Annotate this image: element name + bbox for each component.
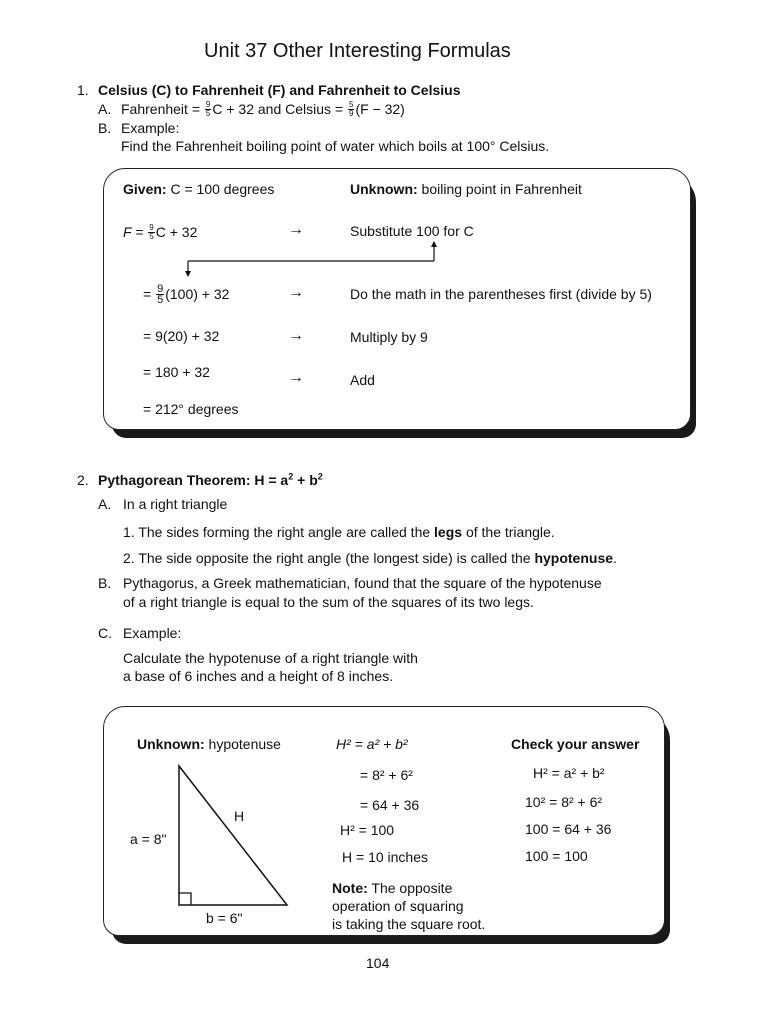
section2-number: 2. (77, 472, 89, 488)
box1-given (123, 181, 274, 198)
fraction-numerator: 9 (149, 222, 154, 232)
triangle-outline (179, 766, 287, 905)
page-number: 104 (366, 955, 390, 971)
arrow-icon: → (288, 284, 304, 301)
fraction-denominator: 9 (348, 108, 354, 118)
step-4: Add (350, 372, 375, 388)
text: . (613, 550, 617, 566)
section2-c-letter: C. (98, 625, 112, 641)
check-line-3: 100 = 64 + 36 (525, 821, 612, 837)
check-line-4: 100 = 100 (525, 848, 588, 864)
fraction-numerator: 5 (348, 99, 354, 109)
page-title: Unit 37 Other Interesting Formulas (204, 40, 511, 62)
section1-example: Find the Fahrenheit boiling point of water which boils at 100° Celsius. (121, 138, 550, 154)
section2-b-line2: of a right triangle is equal to the sum of the squares of its two legs. (123, 594, 534, 610)
formula-text-3: (F − 32) (355, 101, 405, 117)
equation-2 (143, 285, 229, 306)
heading-text: Pythagorean Theorem: H = a (98, 472, 289, 488)
section2-b-line1: Pythagorus, a Greek mathematician, found that the square of the hypotenuse (123, 575, 602, 591)
unknown-value: hypotenuse (204, 736, 281, 752)
arrow-icon: → (288, 221, 304, 238)
eq1-pre: F = (123, 224, 148, 240)
box2-unknown (137, 736, 281, 753)
section2-heading (98, 472, 323, 489)
eq2-pre: = (143, 286, 156, 303)
unknown-label: Unknown: (137, 736, 205, 752)
step-3: Multiply by 9 (350, 329, 428, 345)
fraction-numerator: 9 (205, 99, 211, 109)
superscript: 2 (317, 471, 323, 482)
side-a-label: a = 8" (130, 831, 167, 847)
step-2: Do the math in the parentheses first (divide by 5) (350, 286, 652, 302)
section1-number: 1. (77, 82, 89, 98)
eq1-fraction (148, 224, 154, 241)
equation-4: = 180 + 32 (143, 364, 210, 380)
note-label: Note: (332, 880, 368, 896)
solution-eq-5: H = 10 inches (342, 849, 428, 865)
check-line-1: H² = a² + b² (533, 765, 605, 781)
term-hypotenuse: hypotenuse (534, 550, 614, 566)
connector-arrowhead-down (185, 271, 191, 277)
hypotenuse-label: H (234, 808, 245, 824)
equation-5: = 212° degrees (143, 401, 239, 417)
section2-a-letter: A. (98, 496, 112, 512)
right-angle-marker (179, 893, 191, 905)
check-line-2: 10² = 8² + 6² (525, 794, 603, 810)
arrow-icon: → (288, 327, 304, 344)
section1-heading: Celsius (C) to Fahrenheit (F) and Fahrenheit to Celsius (98, 82, 461, 98)
formula-text-2: C + 32 and Celsius = (212, 101, 347, 117)
note-line-3: is taking the square root. (332, 916, 486, 932)
note-text: The opposite (367, 880, 453, 896)
given-value: C = 100 degrees (166, 181, 275, 197)
arrow-icon: → (288, 369, 304, 386)
section1-formula-line (121, 101, 405, 119)
section1-b-letter: B. (98, 120, 112, 136)
fraction-denominator: 5 (205, 108, 211, 118)
substitution-connector (180, 240, 440, 280)
text: 2. The side opposite the right angle (the longest side) is called the (123, 550, 535, 566)
solution-eq-2: = 8² + 6² (360, 767, 413, 783)
hypotenuse-definition (123, 550, 617, 567)
eq2-fraction (156, 284, 164, 305)
section2-b-letter: B. (98, 575, 112, 591)
note-line-1 (332, 880, 452, 897)
side-b-label: b = 6" (206, 910, 243, 926)
step-1: Substitute 100 for C (350, 223, 474, 239)
equation-3: = 9(20) + 32 (143, 328, 220, 344)
unknown-value: boiling point in Fahrenheit (417, 181, 582, 197)
section1-b-text: Example: (121, 120, 180, 136)
formula-text-1: Fahrenheit = (121, 101, 204, 117)
text: of the triangle. (462, 524, 555, 540)
fraction-numerator: 9 (157, 283, 164, 295)
fraction-denominator: 5 (157, 294, 164, 306)
section2-a-text: In a right triangle (123, 496, 228, 512)
connector-arrowhead-up (431, 241, 437, 247)
fraction-5-9 (348, 101, 354, 118)
superscript: 2 (288, 471, 294, 482)
term-legs: legs (434, 524, 463, 540)
solution-eq-1: H² = a² + b² (336, 736, 408, 752)
text: 1. The sides forming the right angle are called the (123, 524, 435, 540)
unknown-label: Unknown: (350, 181, 418, 197)
given-label: Given: (123, 181, 167, 197)
legs-definition (123, 524, 555, 541)
fraction-denominator: 5 (149, 231, 154, 241)
heading-text: + b (293, 472, 318, 488)
section2-c-line2: a base of 6 inches and a height of 8 inches. (123, 668, 394, 684)
note-line-2: operation of squaring (332, 898, 464, 914)
eq1-post: C + 32 (155, 224, 198, 240)
eq2-post: (100) + 32 (165, 286, 230, 303)
right-triangle-diagram (170, 760, 300, 910)
box1-unknown (350, 181, 582, 198)
section2-c-text: Example: (123, 625, 182, 641)
solution-eq-3: = 64 + 36 (360, 797, 420, 813)
fraction-9-5 (205, 101, 211, 118)
section2-c-line1: Calculate the hypotenuse of a right triangle with (123, 650, 418, 666)
check-heading: Check your answer (511, 736, 640, 752)
section1-a-letter: A. (98, 101, 112, 117)
solution-eq-4: H² = 100 (340, 822, 395, 838)
